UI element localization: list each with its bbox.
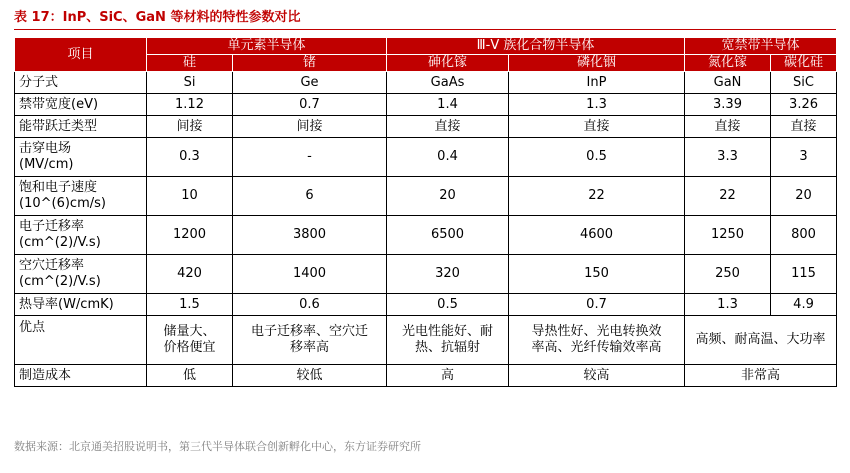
- table-row: [15, 116, 837, 138]
- table-cell: 3: [771, 138, 837, 177]
- cell-line: 移率高: [290, 340, 330, 355]
- source-note: 数据来源：北京通美招股说明书，第三代半导体联合创新孵化中心，东方证券研究所: [14, 440, 421, 453]
- cell-line: 导热性好、光电转换效: [531, 324, 662, 339]
- row-label: [15, 138, 147, 177]
- row-label: 优点: [15, 316, 147, 365]
- table-cell: 250: [685, 255, 771, 294]
- row-label-unit: (10^(6)cm/s): [19, 196, 106, 211]
- cell-line: 电子迁移率、空穴迁: [251, 324, 369, 339]
- table-cell: 1400: [233, 255, 387, 294]
- table-cell: 115: [771, 255, 837, 294]
- header-group-elemental: 单元素半导体: [147, 38, 387, 55]
- table-cell: 直接: [387, 116, 509, 138]
- header-group-iii-v: Ⅲ-Ⅴ 族化合物半导体: [387, 38, 685, 55]
- row-label-line: 空穴迁移率: [19, 258, 85, 273]
- table-cell: Si: [147, 72, 233, 94]
- table-cell: 0.3: [147, 138, 233, 177]
- table-cell: 1.5: [147, 294, 233, 316]
- table-cell: GaAs: [387, 72, 509, 94]
- table-cell: 800: [771, 216, 837, 255]
- table-cell: 3.39: [685, 94, 771, 116]
- table-cell: 高频、耐高温、大功率: [685, 316, 837, 365]
- table-cell: InP: [509, 72, 685, 94]
- table-cell: 1250: [685, 216, 771, 255]
- table-cell: 直接: [509, 116, 685, 138]
- row-label-line: 饱和电子速度: [19, 180, 98, 195]
- table-cell: 0.6: [233, 294, 387, 316]
- table-cell: 10: [147, 177, 233, 216]
- cell-line: 率高、光纤传输效率高: [531, 340, 662, 355]
- table-cell: [233, 316, 387, 365]
- header-material: 氮化镓: [685, 55, 771, 72]
- table-cell: 1.3: [685, 294, 771, 316]
- table-cell: 0.5: [387, 294, 509, 316]
- table-row: [15, 255, 837, 294]
- table-cell: 非常高: [685, 365, 837, 387]
- table-cell: 6: [233, 177, 387, 216]
- table-cell: 间接: [233, 116, 387, 138]
- row-label: 禁带宽度(eV): [15, 94, 147, 116]
- table-row: [15, 216, 837, 255]
- header-material: 砷化镓: [387, 55, 509, 72]
- table-cell: -: [233, 138, 387, 177]
- table-cell: 3.3: [685, 138, 771, 177]
- row-label: [15, 177, 147, 216]
- material-comparison-table: [14, 37, 837, 387]
- table-cell: 6500: [387, 216, 509, 255]
- table-cell: 3800: [233, 216, 387, 255]
- table-cell: 150: [509, 255, 685, 294]
- table-cell: 420: [147, 255, 233, 294]
- table-row-advantages: [15, 316, 837, 365]
- header-group-wide-bandgap: 宽禁带半导体: [685, 38, 837, 55]
- table-cell: 0.7: [233, 94, 387, 116]
- table-cell: 直接: [771, 116, 837, 138]
- header-material: 硅: [147, 55, 233, 72]
- table-row: [15, 94, 837, 116]
- table-row: [15, 138, 837, 177]
- table-cell: 1.3: [509, 94, 685, 116]
- table-cell: 直接: [685, 116, 771, 138]
- table-row-cost: [15, 365, 837, 387]
- row-label: 制造成本: [15, 365, 147, 387]
- table-cell: [509, 316, 685, 365]
- row-label: 热导率(W/cmK): [15, 294, 147, 316]
- table-cell: 4600: [509, 216, 685, 255]
- table-cell: 4.9: [771, 294, 837, 316]
- table-cell: 22: [509, 177, 685, 216]
- header-item: 项目: [15, 38, 147, 72]
- cell-line: 价格便宜: [163, 340, 216, 355]
- table-cell: 20: [771, 177, 837, 216]
- table-cell: 0.7: [509, 294, 685, 316]
- row-label: 分子式: [15, 72, 147, 94]
- table-cell: 高: [387, 365, 509, 387]
- row-label-line: 电子迁移率: [19, 219, 85, 234]
- row-label-unit: (cm^(2)/V.s): [19, 235, 101, 250]
- table-cell: 320: [387, 255, 509, 294]
- row-label-line: 击穿电场: [19, 141, 72, 156]
- table-row: [15, 294, 837, 316]
- table-cell: 1.12: [147, 94, 233, 116]
- caption-divider: [14, 29, 836, 30]
- table-cell: 1.4: [387, 94, 509, 116]
- table-cell: 间接: [147, 116, 233, 138]
- cell-line: 热、抗辐射: [415, 340, 481, 355]
- table-cell: 0.4: [387, 138, 509, 177]
- table-row: [15, 177, 837, 216]
- row-label: 能带跃迁类型: [15, 116, 147, 138]
- table-cell: 22: [685, 177, 771, 216]
- table-cell: 较高: [509, 365, 685, 387]
- table-row: [15, 72, 837, 94]
- table-cell: GaN: [685, 72, 771, 94]
- table-cell: 低: [147, 365, 233, 387]
- table-caption: 表 17：InP、SiC、GaN 等材料的特性参数对比: [14, 10, 301, 25]
- table-cell: 0.5: [509, 138, 685, 177]
- table-cell: [147, 316, 233, 365]
- table-cell: 1200: [147, 216, 233, 255]
- header-material: 磷化铟: [509, 55, 685, 72]
- header-material: 碳化硅: [771, 55, 837, 72]
- row-label-unit: (cm^(2)/V.s): [19, 274, 101, 289]
- row-label: [15, 255, 147, 294]
- table-cell: Ge: [233, 72, 387, 94]
- table-cell: [387, 316, 509, 365]
- table-cell: 3.26: [771, 94, 837, 116]
- row-label: [15, 216, 147, 255]
- table-cell: 20: [387, 177, 509, 216]
- cell-line: 光电性能好、耐: [402, 324, 494, 339]
- table-cell: SiC: [771, 72, 837, 94]
- header-material: 锗: [233, 55, 387, 72]
- table-cell: 较低: [233, 365, 387, 387]
- row-label-unit: (MV/cm): [19, 157, 74, 172]
- cell-line: 储量大、: [163, 324, 216, 339]
